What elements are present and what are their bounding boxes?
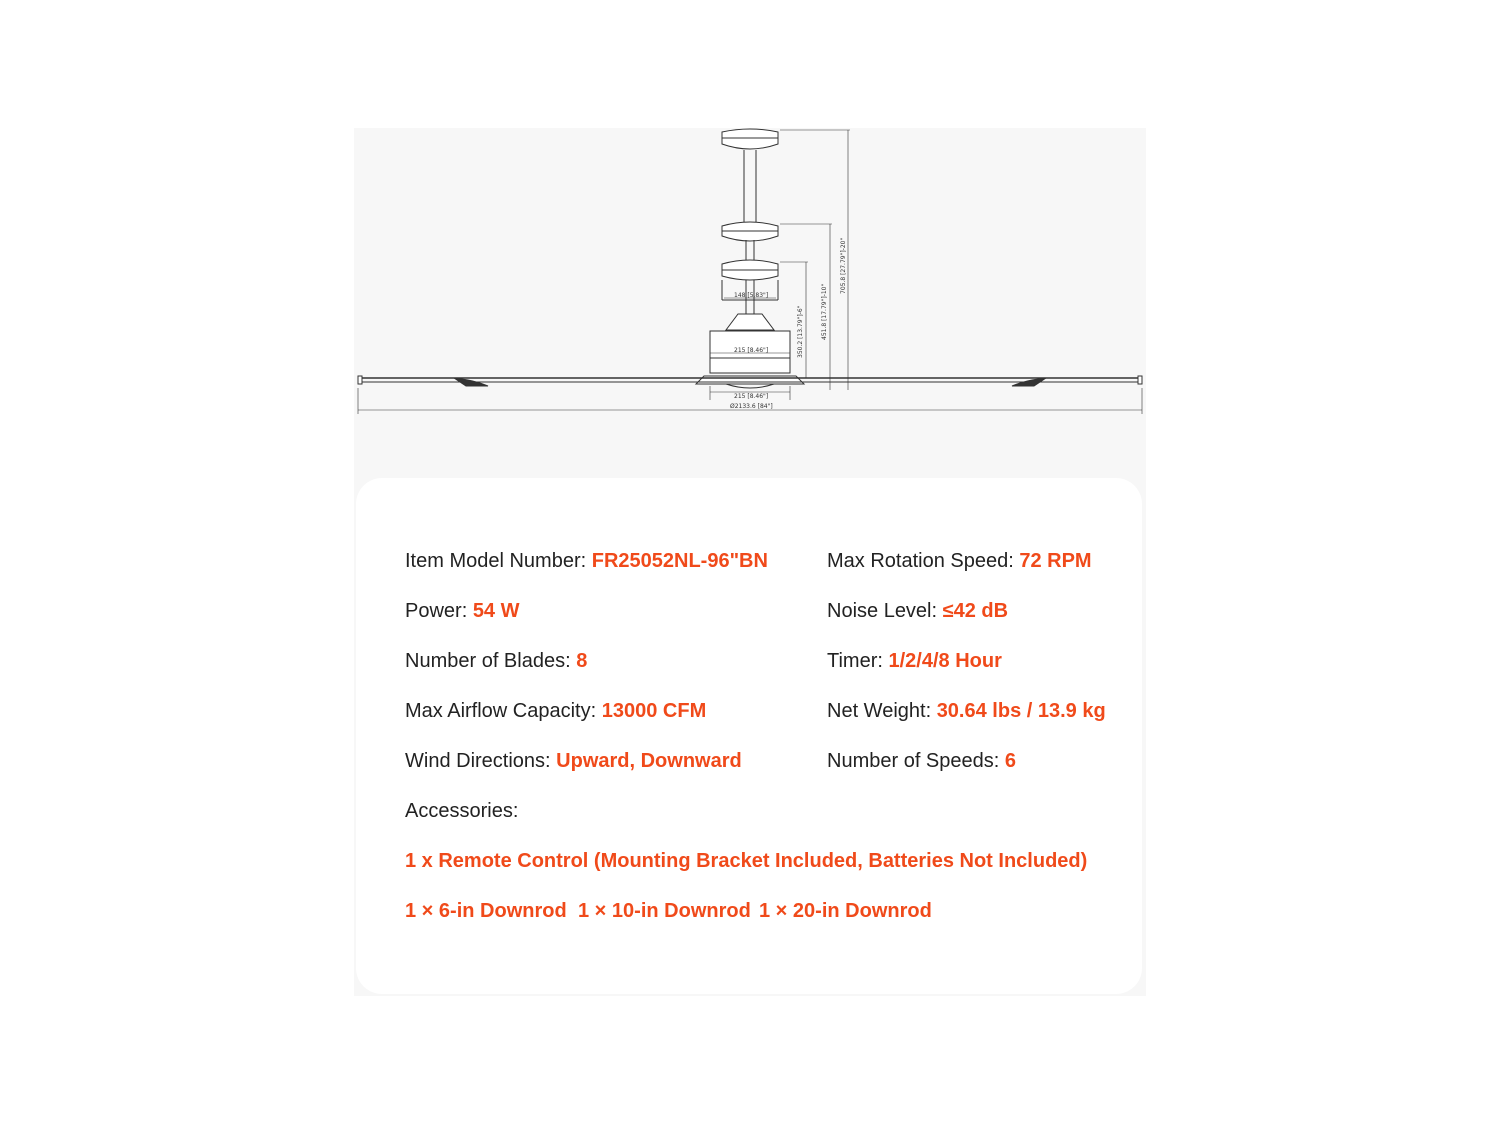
spec-speeds — [827, 749, 1016, 773]
spec-noise — [827, 599, 1008, 623]
motor-width-dim: 215 [8.46"] — [734, 347, 769, 354]
spec-blades — [405, 649, 587, 673]
accessory-downrod-10in: 1 × 10-in Downrod — [578, 900, 751, 922]
accessory-downrod-6in: 1 × 6-in Downrod — [405, 900, 567, 922]
spec-label: Timer: — [827, 650, 889, 672]
spec-net-weight — [827, 699, 1106, 723]
spec-value: 8 — [576, 650, 588, 672]
spec-label: Max Rotation Speed: — [827, 550, 1020, 572]
spec-timer — [827, 649, 1002, 673]
spec-label: Max Airflow Capacity: — [405, 700, 602, 722]
product-panel — [354, 128, 1146, 996]
spec-value: FR25052NL-96"BN — [591, 550, 768, 572]
spec-label: Net Weight: — [827, 700, 937, 722]
spec-label: Wind Directions: — [405, 750, 557, 772]
spec-label: Power: — [405, 600, 473, 622]
height-dim-6in: 350.2 [13.79"]-6" — [797, 305, 804, 358]
spec-label: Number of Blades: — [405, 650, 577, 672]
spec-wind-directions — [405, 749, 742, 773]
spec-value: 6 — [1004, 750, 1016, 772]
accessories-label: Accessories: — [405, 800, 519, 822]
spec-card — [356, 478, 1142, 994]
spec-label: Item Model Number: — [405, 550, 592, 572]
spec-value: ≤42 dB — [942, 600, 1009, 622]
diameter-dim: Ø2133.6 [84"] — [730, 403, 773, 410]
height-dim-10in: 451.8 [17.79"]-10" — [821, 283, 828, 340]
spec-label: Number of Speeds: — [827, 750, 1005, 772]
height-dim-20in: 705.8 [27.79"]-20" — [840, 237, 847, 294]
spec-model — [405, 549, 768, 573]
canopy-width-dim: 148 [5.83"] — [734, 292, 769, 299]
fan-dimension-diagram — [354, 128, 1146, 448]
spec-value: 1/2/4/8 Hour — [888, 650, 1002, 672]
spec-value: 54 W — [472, 600, 520, 622]
hub-width-dim: 215 [8.46"] — [734, 393, 769, 400]
spec-power — [405, 599, 520, 623]
spec-airflow — [405, 699, 706, 723]
spec-label: Noise Level: — [827, 600, 943, 622]
spec-value: Upward, Downward — [556, 750, 742, 772]
spec-value: 72 RPM — [1019, 550, 1092, 572]
accessory-remote: 1 x Remote Control (Mounting Bracket Included, Batteries Not Included) — [405, 850, 1088, 872]
accessory-downrod-20in: 1 × 20-in Downrod — [759, 900, 932, 922]
spec-rotation-speed — [827, 549, 1092, 573]
spec-value: 13000 CFM — [601, 700, 707, 722]
spec-value: 30.64 lbs / 13.9 kg — [936, 700, 1106, 722]
